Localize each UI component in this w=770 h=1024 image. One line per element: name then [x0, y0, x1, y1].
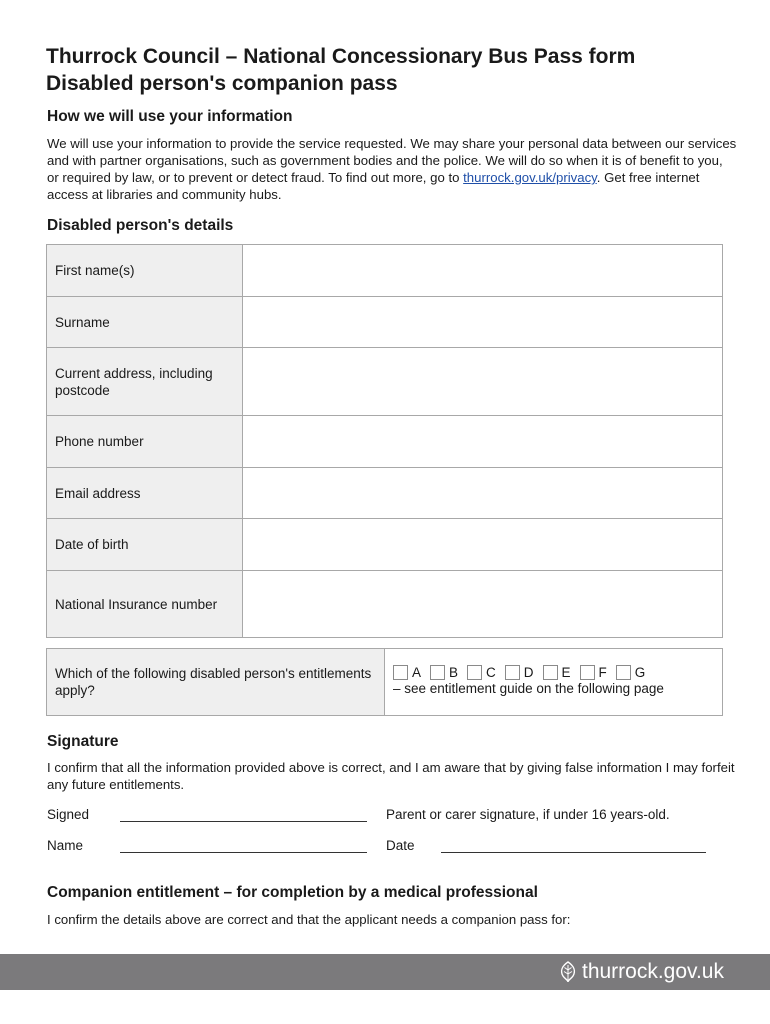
dob-label: Date of birth [47, 519, 243, 571]
title-line-2: Disabled person's companion pass [46, 72, 398, 95]
parent-signature-label: Parent or carer signature, if under 16 years-old. [386, 807, 670, 822]
entitlement-f-label: F [598, 665, 607, 680]
entitlement-a-label: A [412, 665, 422, 680]
details-table [46, 244, 723, 638]
page-title [46, 43, 746, 97]
address-field[interactable] [243, 348, 723, 416]
entitlement-d-label: D [523, 665, 534, 680]
table-row [47, 468, 723, 519]
dob-field[interactable] [243, 519, 723, 571]
entitlement-option [467, 665, 496, 680]
ni-number-label: National Insurance number [47, 571, 243, 638]
entitlements-table [46, 648, 723, 716]
name-field[interactable] [120, 852, 367, 853]
title-line-1: Thurrock Council – National Concessionary Bus Pass form [46, 45, 636, 68]
phone-field[interactable] [243, 416, 723, 468]
footer-brand [558, 960, 724, 984]
info-text-end: . Get free internet access at libraries and community hubs. [47, 170, 700, 202]
entitlement-note: – see entitlement guide on the following page [393, 681, 664, 696]
name-label: Name [47, 838, 84, 853]
companion-statement: I confirm the details above are correct and that the applicant needs a companion pass for: [47, 912, 571, 927]
entitlement-d-checkbox[interactable] [505, 665, 520, 680]
surname-label: Surname [47, 297, 243, 348]
entitlement-b-checkbox[interactable] [430, 665, 445, 680]
signed-label: Signed [47, 807, 90, 822]
first-name-label: First name(s) [47, 245, 243, 297]
entitlement-option [616, 665, 646, 680]
table-row [47, 297, 723, 348]
entitlement-b-label: B [449, 665, 459, 680]
thurrock-leaf-icon [558, 961, 578, 983]
email-field[interactable] [243, 468, 723, 519]
privacy-link[interactable]: thurrock.gov.uk/privacy [463, 170, 597, 185]
phone-label: Phone number [47, 416, 243, 468]
signed-field[interactable] [120, 821, 367, 822]
entitlement-c-label: C [486, 665, 496, 680]
address-label: Current address, including postcode [47, 348, 243, 416]
entitlement-a-checkbox[interactable] [393, 665, 408, 680]
entitlement-option [505, 665, 534, 680]
entitlement-f-checkbox[interactable] [580, 665, 595, 680]
surname-field[interactable] [243, 297, 723, 348]
footer-bar [0, 954, 770, 990]
date-field[interactable] [441, 852, 706, 853]
date-label: Date [386, 838, 415, 853]
table-row [47, 416, 723, 468]
table-row [47, 245, 723, 297]
email-label: Email address [47, 468, 243, 519]
info-heading: How we will use your information [47, 108, 293, 125]
entitlement-option [543, 665, 571, 680]
entitlements-options [385, 649, 722, 715]
table-row [47, 519, 723, 571]
entitlement-option [430, 665, 458, 680]
signature-statement: I confirm that all the information provided above is correct, and I am aware that by giving false information I may forfeit any future entitlements. [47, 760, 735, 792]
entitlement-c-checkbox[interactable] [467, 665, 482, 680]
footer-site-url: thurrock.gov.uk [581, 960, 724, 983]
entitlement-option [393, 665, 421, 680]
details-heading: Disabled person's details [47, 217, 234, 234]
companion-heading: Companion entitlement – for completion by a medical professional [47, 884, 538, 901]
entitlement-option [580, 665, 607, 680]
first-name-field[interactable] [243, 245, 723, 297]
entitlements-question: Which of the following disabled person's entitlements apply? [47, 649, 385, 715]
table-row [47, 348, 723, 416]
table-row [47, 571, 723, 638]
info-text: We will use your information to provide the service requested. We may share your personal data between our services and with partner organisations, such as government bodies and the police. We will do so when it is of benefit to you, or required by law, or to prevent or detect fraud. To find out more, go to [47, 136, 737, 185]
entitlement-e-checkbox[interactable] [543, 665, 558, 680]
ni-number-field[interactable] [243, 571, 723, 638]
entitlement-e-label: E [561, 665, 571, 680]
entitlement-g-checkbox[interactable] [616, 665, 631, 680]
entitlement-g-label: G [634, 665, 646, 680]
signature-heading: Signature [47, 733, 119, 750]
info-paragraph [47, 135, 737, 203]
